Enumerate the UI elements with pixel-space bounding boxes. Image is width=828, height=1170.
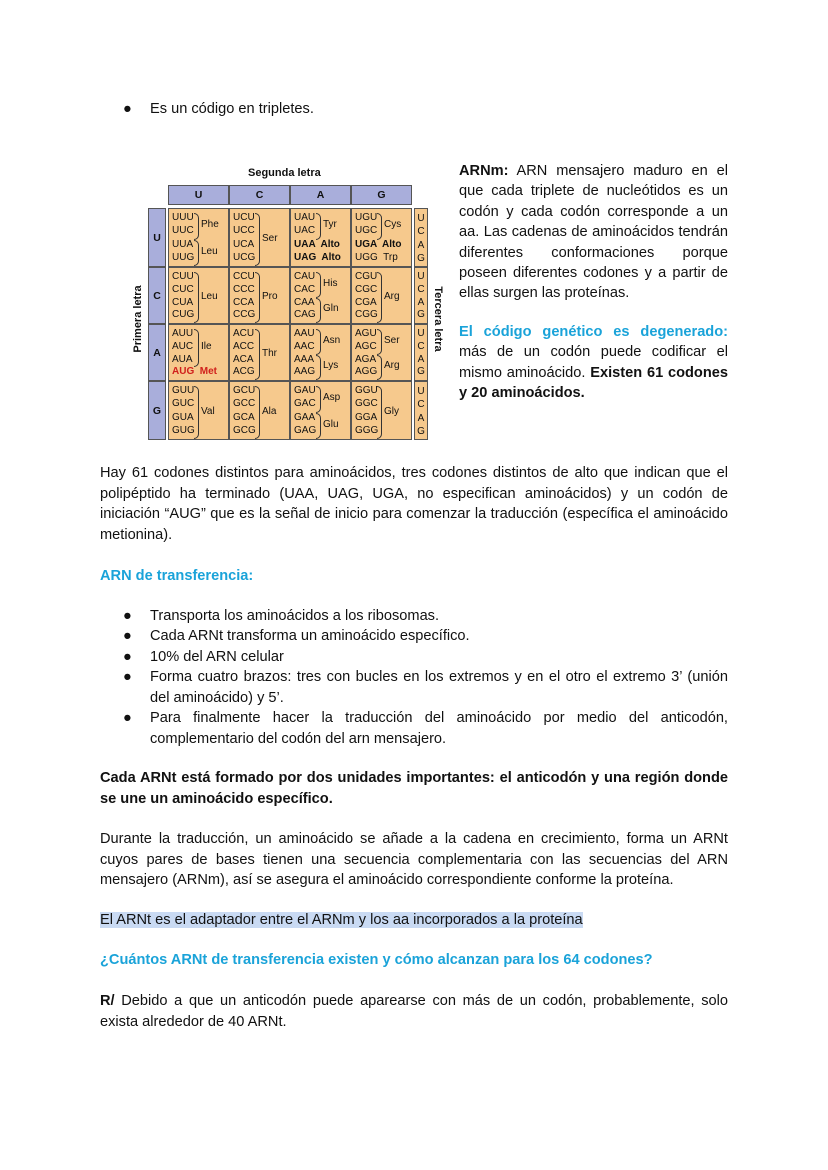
codon-text: UUU — [172, 212, 194, 223]
amino-acid-label: Ser — [384, 334, 400, 346]
codon-text: GUA — [172, 411, 194, 423]
brace-mark — [194, 213, 199, 240]
brace-mark — [316, 213, 321, 240]
codon-text: AAC — [294, 340, 315, 352]
arnt-bullet-item — [123, 708, 728, 749]
codon-text: GAC — [294, 398, 316, 410]
codon-text: CCU — [233, 271, 255, 282]
highlighted-text: El ARNt es el adaptador entre el ARNm y los aa incorporados a la proteína — [100, 912, 583, 928]
codon-text: UGU — [355, 212, 378, 223]
codon-cell — [168, 381, 229, 440]
codon-text: ACU — [233, 328, 255, 339]
amino-acid-label: Arg — [384, 360, 400, 372]
degenerate-title: El código genético es degenerado: — [459, 324, 728, 340]
codon-text: UCU — [233, 212, 255, 223]
codon-cell — [351, 208, 412, 267]
brace-mark — [255, 329, 260, 380]
arnt-bullet-text: Forma cuatro brazos: tres con bucles en los extremos y en el otro el extremo 3’ (unión del aminoácido) y 5’. — [150, 669, 728, 706]
codon-text: GCA — [233, 411, 255, 423]
adapter-line — [100, 910, 728, 931]
codon-text: AAU — [294, 328, 315, 339]
brace-mark — [377, 355, 382, 381]
brace-mark — [194, 386, 199, 439]
arnm-definition — [459, 161, 728, 304]
codon-text: CAU — [294, 271, 316, 282]
brace-mark — [194, 329, 199, 367]
codon-cell — [290, 381, 351, 440]
codon-text: AUC — [172, 340, 194, 352]
codons-paragraph: Hay 61 codones distintos para aminoácidos, tres codones distintos de alto que indican que el polipéptido ha terminado (UAA, UAG, UGA, no especifican aminoácidos) y un codón de iniciación “AUG” que es la señal de inicio para comenzar la traducción (específica el aminoácido metionina). — [100, 465, 728, 543]
codon-text: AGA — [355, 353, 377, 365]
table-right-label: Tercera letra — [432, 286, 444, 352]
third-letter-column — [414, 208, 428, 267]
codon-cell — [290, 208, 351, 267]
row-header: C — [148, 267, 166, 324]
brace-mark — [255, 272, 260, 323]
third-letter: U — [417, 271, 425, 282]
codon-text: ACC — [233, 340, 255, 352]
codon-text: GAA — [294, 411, 316, 423]
third-letter: C — [417, 226, 425, 238]
amino-acid-label: Ile — [201, 341, 212, 353]
codon-text: GUC — [172, 398, 195, 410]
arnm-text: ARN mensajero maduro en el que cada triplete de nucleótidos es un codón y cada codón corresponde a un aa. Las cadenas de aminoácidos tendrán diferentes conformaciones porque poseen diferentes codones y a partir de ellas surgen las proteínas. — [459, 163, 728, 302]
answer-text: Debido a que un anticodón puede aparearse con más de un codón, probablemente, solo exista alrededor de 40 ARNt. — [100, 993, 728, 1030]
codon-cell — [351, 267, 412, 324]
answer-paragraph — [100, 991, 728, 1032]
codon-text: GGC — [355, 398, 378, 410]
codon-cell — [229, 267, 290, 324]
brace-mark — [194, 240, 199, 267]
amino-acid-label: Tyr — [323, 219, 337, 231]
third-letter: C — [417, 283, 425, 295]
third-letter: U — [417, 213, 425, 224]
codon-text: CUA — [172, 296, 194, 308]
codon-cell — [168, 267, 229, 324]
amino-acid-label: Gln — [323, 303, 339, 315]
codon-text: CGU — [355, 271, 378, 282]
codon-text: GAU — [294, 385, 316, 396]
amino-acid-label: Lys — [323, 360, 339, 372]
genetic-code-table — [130, 163, 444, 443]
amino-acid-label: Asp — [323, 392, 341, 404]
arnt-bullet-item — [123, 667, 728, 708]
codon-text: CAC — [294, 283, 316, 295]
codon-text: GGG — [355, 424, 379, 436]
codon-text: CUC — [172, 283, 194, 295]
degenerate-code-note — [459, 322, 728, 404]
column-header: C — [229, 185, 290, 205]
codon-cell — [229, 208, 290, 267]
arnt-bullet-text: Cada ARNt transforma un aminoácido específico. — [150, 628, 470, 644]
bullet-dot: ● — [123, 101, 132, 117]
codon-cell — [290, 324, 351, 381]
amino-acid-label: Cys — [384, 219, 402, 231]
row-header: G — [148, 381, 166, 440]
arnt-bullet-item — [123, 626, 728, 646]
codon-text: UGC — [355, 225, 378, 237]
codon-text: GCC — [233, 398, 256, 410]
codon-text: CCA — [233, 296, 255, 308]
codon-cell — [229, 324, 290, 381]
codon-text: GUU — [172, 385, 195, 396]
codon-text: UGA Alto — [355, 238, 402, 250]
codon-text: GUG — [172, 424, 195, 436]
codon-text: UUA — [172, 238, 194, 250]
codon-text: GGU — [355, 385, 378, 396]
degenerate-text: más de un codón puede codificar el mismo aminoácido. — [459, 344, 728, 381]
third-letter: G — [417, 252, 425, 264]
codon-text: AAG — [294, 366, 316, 378]
codon-text: CGG — [355, 309, 378, 321]
third-letter: A — [417, 412, 425, 424]
codon-text: GAG — [294, 424, 317, 436]
brace-mark — [377, 272, 382, 323]
codon-text: UCG — [233, 251, 256, 263]
codon-text: AUU — [172, 328, 194, 339]
codon-text: UAU — [294, 212, 316, 223]
amino-acid-label: Gly — [384, 405, 399, 417]
arnt-bullet-item — [123, 647, 728, 667]
brace-mark — [377, 329, 382, 355]
amino-acid-label: Ser — [262, 232, 278, 244]
third-letter: C — [417, 340, 425, 352]
codon-text: AGG — [355, 366, 378, 378]
brace-mark — [255, 386, 260, 439]
bullet-text: Es un código en tripletes. — [150, 101, 314, 117]
row-header: U — [148, 208, 166, 267]
codon-text: CGA — [355, 296, 377, 308]
codon-cell — [290, 267, 351, 324]
codon-text: GGA — [355, 411, 378, 423]
amino-acid-label: Phe — [201, 219, 219, 231]
answer-prefix: R/ — [100, 993, 115, 1009]
arnt-units-paragraph: Cada ARNt está formado por dos unidades importantes: el anticodón y una región donde se une un aminoácido específico. — [100, 770, 728, 807]
amino-acid-label: Thr — [262, 347, 277, 359]
third-letter: A — [417, 353, 425, 365]
third-letter: A — [417, 239, 425, 251]
codon-text: AGU — [355, 328, 377, 339]
codon-cell — [168, 208, 229, 267]
codon-text: CCG — [233, 309, 256, 321]
amino-acid-label: Asn — [323, 334, 341, 346]
column-header: U — [168, 185, 229, 205]
codon-text: CUU — [172, 271, 194, 282]
codon-text: CAA — [294, 296, 315, 308]
column-header: A — [290, 185, 351, 205]
amino-acid-label: Leu — [201, 245, 218, 257]
brace-mark — [377, 386, 382, 439]
amino-acid-label: His — [323, 277, 338, 289]
arnm-title: ARNm: — [459, 163, 509, 179]
brace-mark — [255, 213, 260, 266]
third-letter: C — [417, 399, 425, 411]
table-right-label-box — [430, 283, 448, 363]
codon-text: AUG Met — [172, 366, 217, 378]
arnt-bullet-item — [123, 606, 728, 626]
bullet-dot: ● — [123, 649, 132, 665]
amino-acid-label: Glu — [323, 418, 339, 430]
bullet-dot: ● — [123, 669, 132, 685]
codon-text: CCC — [233, 283, 255, 295]
third-letter: G — [417, 425, 425, 437]
codon-text: GCU — [233, 385, 256, 396]
codon-text: ACA — [233, 353, 254, 365]
codon-text: AAA — [294, 353, 315, 365]
third-letter: A — [417, 296, 425, 308]
third-letter-column — [414, 381, 428, 440]
brace-mark — [316, 413, 321, 440]
arnt-heading: ARN de transferencia: — [100, 568, 254, 584]
codon-cell — [351, 381, 412, 440]
codon-text: ACG — [233, 366, 255, 378]
codon-text: UAG Alto — [294, 251, 341, 263]
table-left-label-box — [130, 283, 148, 363]
codon-text: UAA Alto — [294, 238, 340, 250]
codon-text: CUG — [172, 309, 195, 321]
column-header: G — [351, 185, 412, 205]
brace-mark — [316, 355, 321, 381]
amino-acid-label: Leu — [201, 290, 218, 302]
codon-text: UGG Trp — [355, 251, 398, 263]
third-letter: G — [417, 309, 425, 321]
brace-mark — [316, 329, 321, 355]
codon-cell — [229, 381, 290, 440]
bullet-dot: ● — [123, 710, 132, 726]
arnt-bullet-text: Para finalmente hacer la traducción del aminoácido por medio del anticodón, complementario del codón del arn mensajero. — [150, 710, 728, 747]
translation-paragraph: Durante la traducción, un aminoácido se añade a la cadena en crecimiento, forma un ARNt cuyos pares de bases tienen una secuencia complementaria con las secuencias del ARN mensajero (ARNm), así se asegura el aminoácido correspondiente conforme la proteína. — [100, 831, 728, 888]
codon-text: UUC — [172, 225, 194, 237]
amino-acid-label: Arg — [384, 290, 400, 302]
codon-text: UCC — [233, 225, 255, 237]
question-heading: ¿Cuántos ARNt de transferencia existen y cómo alcanzan para los 64 codones? — [100, 952, 653, 968]
brace-mark — [316, 386, 321, 413]
codon-cell — [168, 324, 229, 381]
codon-text: UAC — [294, 225, 316, 237]
table-top-label: Segunda letra — [248, 167, 321, 179]
third-letter: U — [417, 328, 425, 339]
third-letter-column — [414, 324, 428, 381]
bullet-dot: ● — [123, 608, 132, 624]
brace-mark — [316, 272, 321, 298]
amino-acid-label: Pro — [262, 290, 278, 302]
bullet-dot: ● — [123, 628, 132, 644]
codon-text: AGC — [355, 340, 377, 352]
codon-text: UUG — [172, 251, 195, 263]
codon-text: UCA — [233, 238, 255, 250]
third-letter-column — [414, 267, 428, 324]
arnt-bullet-text: 10% del ARN celular — [150, 649, 284, 665]
brace-mark — [194, 272, 199, 323]
row-header: A — [148, 324, 166, 381]
degenerate-bold: Existen 61 codones y 20 aminoácidos. — [459, 364, 728, 402]
codon-text: AUA — [172, 353, 193, 365]
codon-text: CAG — [294, 309, 316, 321]
third-letter: U — [417, 386, 425, 397]
codon-text: CGC — [355, 283, 378, 295]
brace-mark — [377, 213, 382, 240]
table-left-label: Primera letra — [132, 285, 144, 353]
codon-text: GCG — [233, 424, 256, 436]
codon-cell — [351, 324, 412, 381]
amino-acid-label: Ala — [262, 405, 277, 417]
brace-mark — [316, 298, 321, 324]
arnt-bullet-text: Transporta los aminoácidos a los ribosomas. — [150, 608, 440, 624]
third-letter: G — [417, 366, 425, 378]
amino-acid-label: Val — [201, 405, 215, 417]
